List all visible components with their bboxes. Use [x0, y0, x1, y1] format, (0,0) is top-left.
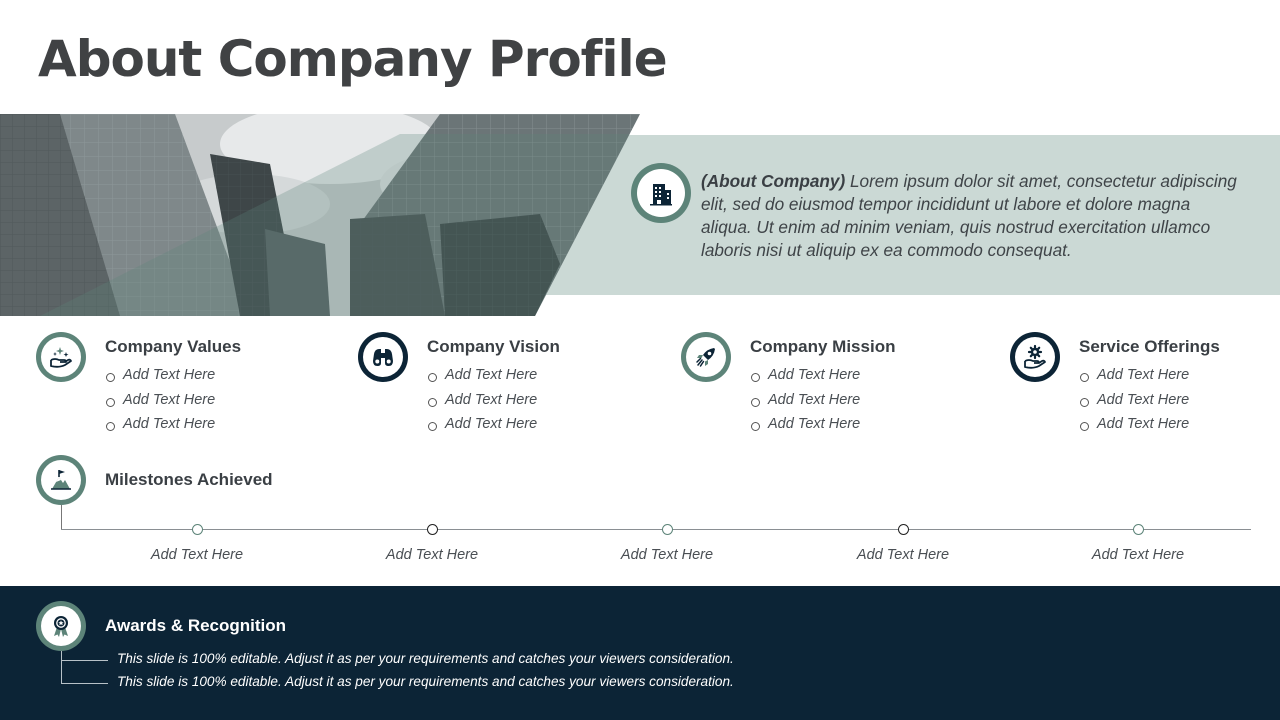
milestones-title: Milestones Achieved — [105, 470, 273, 489]
company-vision-title: Company Vision — [427, 337, 560, 356]
about-company-body: Lorem ipsum dolor sit amet, consectetur adipiscing elit, sed do eiusmod tempor incididunt ut labore et dolore magna aliqua. Ut enim ad minim veniam, quis nostrud exercitation ullamco laboris nisi ut aliquip ex ea commodo consequat. — [701, 171, 1237, 260]
milestone-timeline — [61, 529, 1251, 530]
awards-connector — [61, 651, 62, 683]
milestone-label: Add Text Here — [1091, 547, 1185, 563]
awards-line: This slide is 100% editable. Adjust it as per your requirements and catches your viewers consideration. — [117, 651, 734, 666]
milestone-label: Add Text Here — [620, 547, 714, 563]
list-item: Add Text Here — [1079, 416, 1189, 441]
milestone-dot — [192, 524, 203, 535]
list-item: Add Text Here — [750, 367, 860, 392]
list-item: Add Text Here — [427, 367, 537, 392]
company-values-list — [105, 367, 215, 441]
slide-title: About Company Profile — [38, 30, 667, 88]
company-vision-list — [427, 367, 537, 441]
awards-connector — [61, 683, 108, 684]
milestone-connector — [61, 505, 62, 529]
awards-connector — [61, 660, 108, 661]
list-item: Add Text Here — [105, 392, 215, 417]
milestone-dot — [662, 524, 673, 535]
skyscraper-photo — [0, 114, 640, 316]
milestone-dot — [427, 524, 438, 535]
list-item: Add Text Here — [105, 416, 215, 441]
milestone-label: Add Text Here — [856, 547, 950, 563]
milestone-label: Add Text Here — [150, 547, 244, 563]
service-offerings-title: Service Offerings — [1079, 337, 1220, 356]
service-offerings-list — [1079, 367, 1189, 441]
milestone-dot — [898, 524, 909, 535]
company-mission-list — [750, 367, 860, 441]
hand-sparkle-icon — [36, 332, 86, 382]
mountain-flag-icon — [36, 455, 86, 505]
about-company-text — [701, 170, 1241, 262]
list-item: Add Text Here — [427, 392, 537, 417]
rocket-icon — [681, 332, 731, 382]
list-item: Add Text Here — [1079, 392, 1189, 417]
company-values-title: Company Values — [105, 337, 242, 356]
list-item: Add Text Here — [750, 416, 860, 441]
hand-gear-icon — [1010, 332, 1060, 382]
awards-panel — [0, 586, 1280, 720]
milestone-dot — [1133, 524, 1144, 535]
building-icon — [631, 163, 691, 223]
list-item: Add Text Here — [1079, 367, 1189, 392]
company-mission-title: Company Mission — [750, 337, 896, 356]
about-company-heading: (About Company) — [701, 171, 846, 191]
list-item: Add Text Here — [750, 392, 860, 417]
milestone-label: Add Text Here — [385, 547, 479, 563]
list-item: Add Text Here — [427, 416, 537, 441]
awards-title: Awards & Recognition — [105, 616, 287, 635]
binoculars-icon — [358, 332, 408, 382]
awards-line: This slide is 100% editable. Adjust it as per your requirements and catches your viewers consideration. — [117, 674, 734, 689]
list-item: Add Text Here — [105, 367, 215, 392]
award-ribbon-icon — [36, 601, 86, 651]
